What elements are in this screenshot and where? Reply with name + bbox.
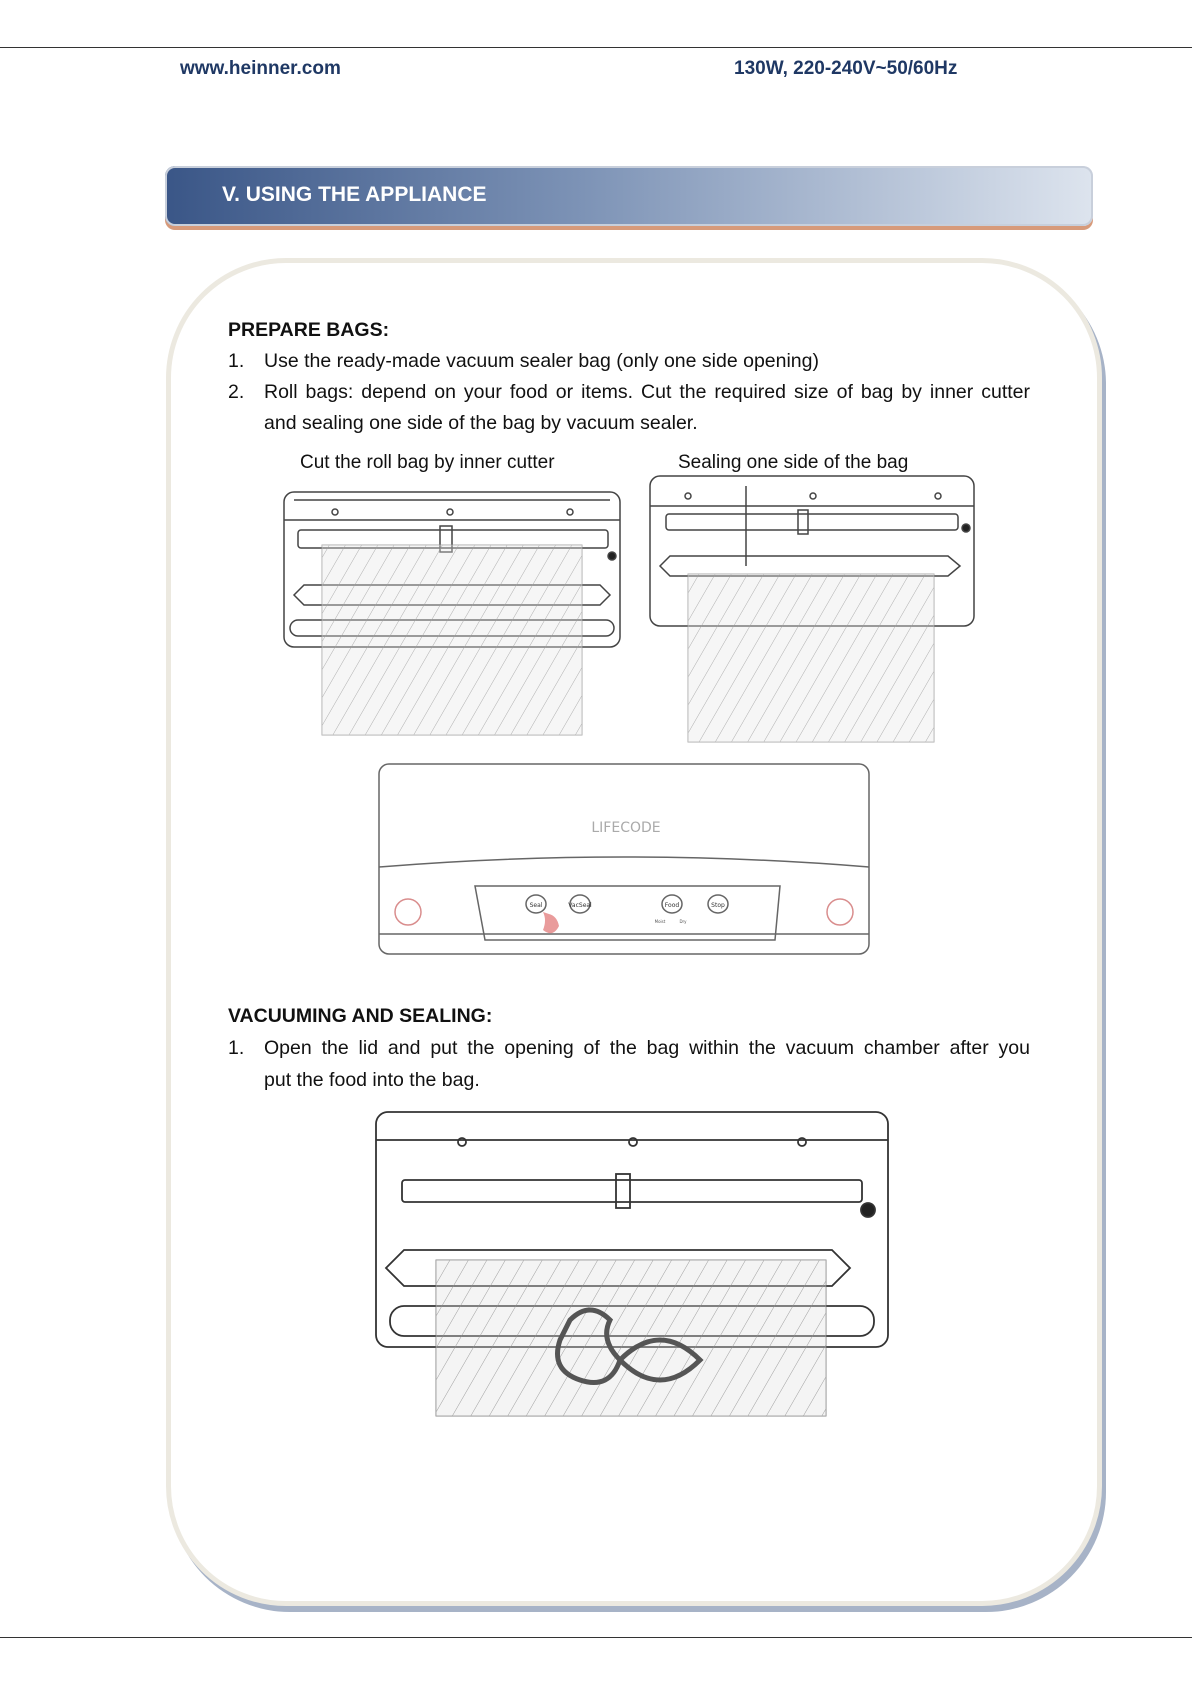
header-website: www.heinner.com	[180, 58, 341, 79]
sealer-panel-illustration	[375, 762, 875, 962]
brand-logo: LIFECODE	[591, 820, 661, 836]
bottom-rule	[0, 1637, 1192, 1638]
vacuum-chamber-illustration	[370, 1110, 895, 1420]
seal-side-illustration	[648, 466, 978, 746]
list-item-text: Use the ready-made vacuum sealer bag (only one side opening)	[264, 350, 819, 372]
list-number: 1.	[228, 350, 245, 372]
panel-button-seal: Seal	[529, 902, 543, 909]
list-item-text-cont: and sealing one side of the bag by vacuum sealer.	[264, 412, 698, 434]
top-rule	[0, 47, 1192, 48]
prepare-bags-heading: PREPARE BAGS:	[228, 319, 390, 341]
caption-cut-roll: Cut the roll bag by inner cutter	[300, 452, 555, 473]
section-banner	[165, 166, 1093, 226]
panel-sublabel-moist: Moist	[654, 919, 666, 924]
list-number: 1.	[228, 1037, 245, 1059]
list-number: 2.	[228, 381, 245, 403]
header-specs: 130W, 220-240V~50/60Hz	[734, 58, 958, 79]
panel-sublabel-dry: Dry	[679, 919, 687, 924]
cut-roll-illustration	[280, 490, 625, 740]
panel-button-vacseal: VacSeal	[568, 902, 592, 909]
list-item-text: Open the lid and put the opening of the bag within the vacuum chamber after you	[264, 1037, 1030, 1059]
vacuuming-heading: VACUUMING AND SEALING:	[228, 1005, 493, 1027]
list-item-text: Roll bags: depend on your food or items. Cut the required size of bag by inner cutter	[264, 381, 1030, 403]
panel-button-food: Food	[664, 902, 680, 909]
panel-button-stop: Stop	[711, 902, 725, 909]
caption-sealing-side: Sealing one side of the bag	[678, 452, 909, 473]
section-title: V. USING THE APPLIANCE	[222, 183, 487, 206]
list-item-text-cont: put the food into the bag.	[264, 1069, 480, 1091]
